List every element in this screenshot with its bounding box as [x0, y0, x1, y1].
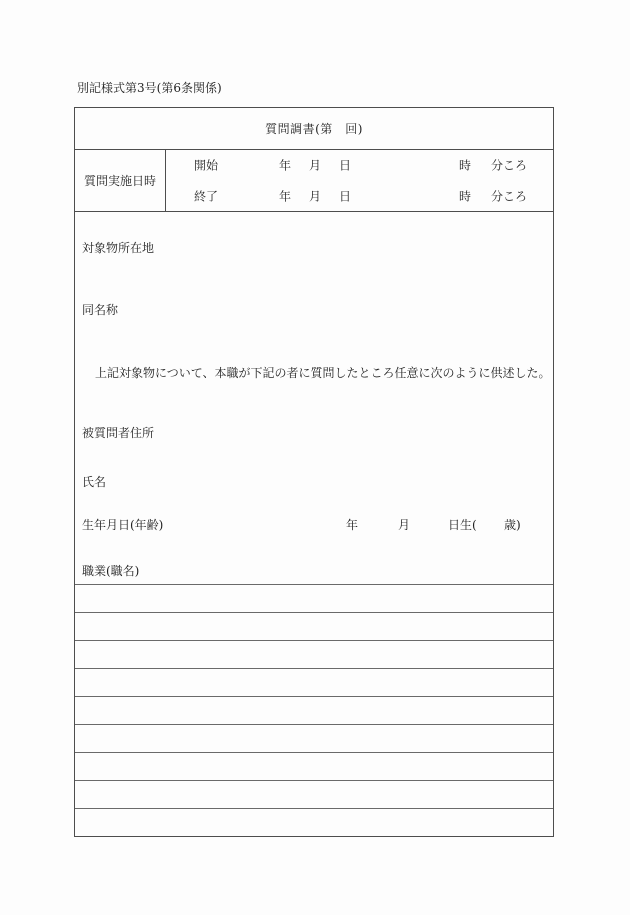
blank-statement-row: [75, 584, 553, 612]
end-month-label: 月: [309, 189, 322, 204]
blank-statement-row: [75, 752, 553, 780]
statement-lines-area: [75, 584, 553, 836]
birth-month-label: 月: [398, 518, 411, 532]
form-title: 質問調書(第 回): [265, 122, 363, 136]
end-label: 終了: [194, 189, 219, 204]
end-hour-label: 時: [459, 189, 472, 204]
birth-age-label: 歳): [504, 518, 521, 532]
start-hour-label: 時: [459, 158, 472, 173]
datetime-row-header: 質問実施日時: [75, 150, 166, 211]
start-day-label: 日: [339, 158, 352, 173]
end-datetime-line: [166, 181, 553, 212]
respondent-details-section: [75, 212, 553, 584]
end-minute-label: 分ころ: [491, 189, 528, 204]
start-year-label: 年: [279, 158, 292, 173]
subject-name-label: 同名称: [82, 303, 119, 317]
occupation-label: 職業(職名): [82, 564, 140, 578]
blank-statement-row: [75, 668, 553, 696]
start-month-label: 月: [309, 158, 322, 173]
respondent-address-label: 被質問者住所: [82, 426, 155, 440]
start-label: 開始: [194, 158, 219, 173]
form-title-row: [75, 108, 553, 150]
birth-year-label: 年: [346, 518, 359, 532]
respondent-name-label: 氏名: [82, 475, 107, 489]
birth-day-born-label: 日生(: [448, 518, 477, 532]
end-year-label: 年: [279, 189, 292, 204]
blank-statement-row: [75, 724, 553, 752]
subject-location-label: 対象物所在地: [82, 241, 155, 255]
start-datetime-line: [166, 150, 553, 181]
start-minute-label: 分ころ: [491, 158, 528, 173]
blank-statement-row: [75, 640, 553, 668]
birthdate-label: 生年月日(年齢): [82, 518, 164, 532]
datetime-section: [75, 150, 553, 212]
blank-statement-row: [75, 612, 553, 640]
blank-statement-row: [75, 696, 553, 724]
datetime-body-cell: [166, 150, 553, 211]
blank-statement-row: [75, 808, 553, 836]
question-record-form: [74, 107, 554, 837]
blank-statement-row: [75, 780, 553, 808]
end-day-label: 日: [339, 189, 352, 204]
form-number-label: 別記様式第3号(第6条関係): [77, 81, 222, 95]
statement-intro-text: 上記対象物について、本職が下記の者に質問したところ任意に次のように供述した。: [95, 366, 551, 380]
